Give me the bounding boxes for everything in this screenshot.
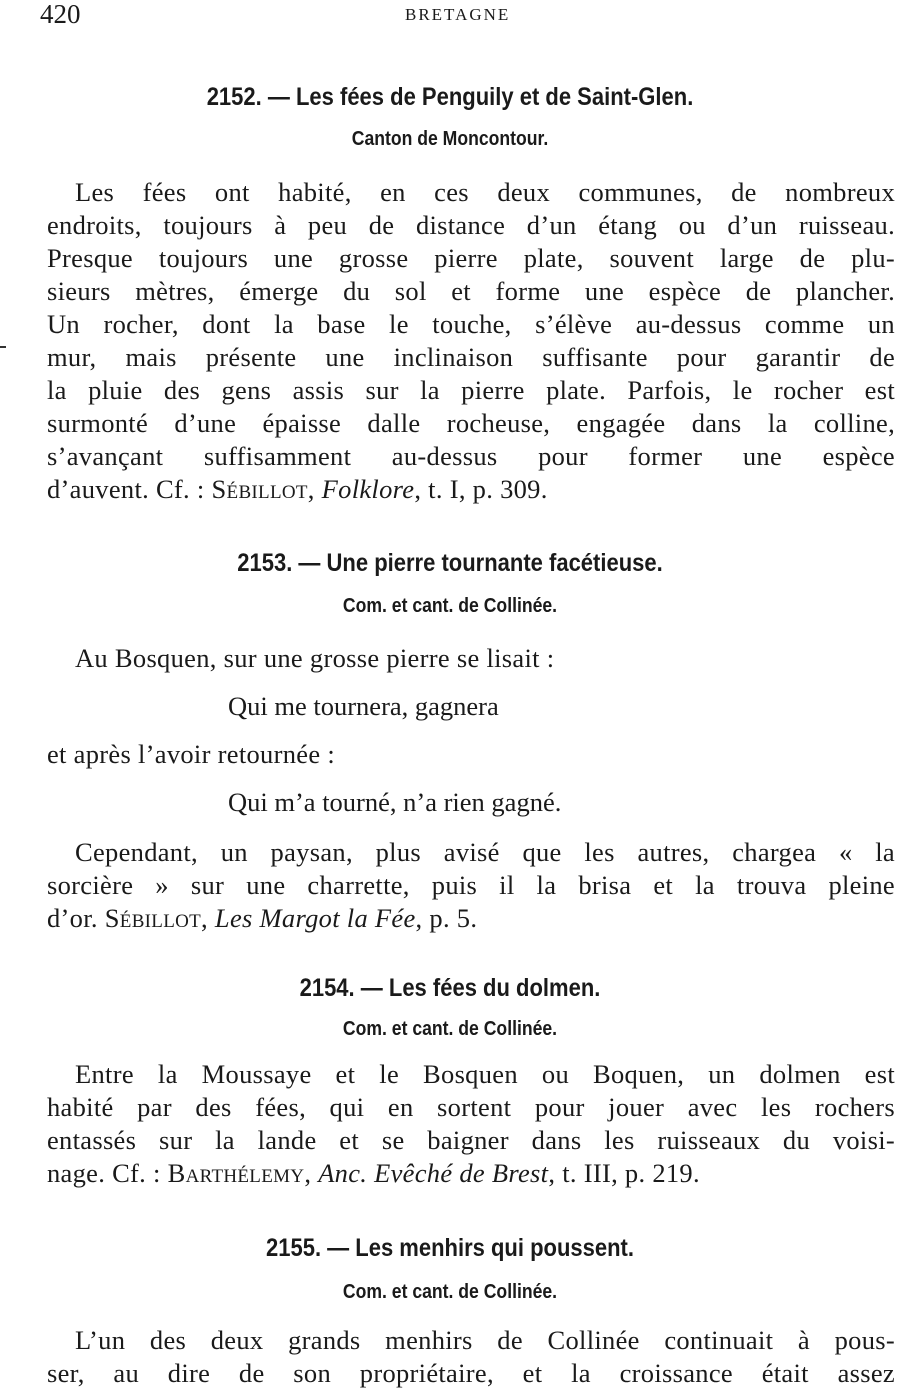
section-location-2152: Canton de Moncontour. bbox=[351, 128, 549, 150]
citation-prefix: d’auvent. Cf. : bbox=[47, 474, 212, 504]
text-line: Un rocher, dont la base le touche, s’élève au-dessus comme un bbox=[47, 309, 895, 339]
text-line: sorcière » sur une charrette, puis il la brisa et la trouva pleine bbox=[47, 870, 895, 900]
text-line: sieurs mètres, émerge du sol et forme une espèce de plancher. bbox=[47, 276, 895, 306]
citation-line bbox=[47, 473, 895, 506]
section-title-2154: 2154. — Les fées du dolmen. bbox=[299, 974, 601, 1002]
text-line: Cependant, un paysan, plus avisé que les autres, chargea « la bbox=[75, 837, 895, 867]
text-line: Au Bosquen, sur une grosse pierre se lisait : bbox=[75, 643, 555, 673]
paragraph-2154 bbox=[47, 1058, 895, 1190]
citation-author: Sébillot bbox=[211, 474, 308, 504]
paragraph-2152 bbox=[47, 176, 895, 506]
section-location-2155: Com. et cant. de Collinée. bbox=[342, 1281, 558, 1303]
text-line: s’avançant suffisamment au-dessus pour former une espèce bbox=[47, 441, 895, 471]
verse-line-1: Qui me tournera, gagnera bbox=[228, 691, 499, 721]
verse-line-2: Qui m’a tourné, n’a rien gagné. bbox=[228, 787, 562, 817]
text-line: Entre la Moussaye et le Bosquen ou Boquen, un dolmen est bbox=[75, 1059, 895, 1089]
page-number: 420 bbox=[40, 0, 81, 29]
text-line: Presque toujours une grosse pierre plate, souvent large de plu- bbox=[47, 243, 895, 273]
text-line: la pluie des gens assis sur la pierre plate. Parfois, le rocher est bbox=[47, 375, 895, 405]
paragraph-2153-middle bbox=[47, 738, 895, 771]
text-line: Les fées ont habité, en ces deux communes, de nombreux bbox=[75, 177, 895, 207]
citation-separator: , bbox=[304, 1158, 319, 1188]
text-line: habité par des fées, qui en sortent pour jouer avec les rochers bbox=[47, 1092, 895, 1122]
section-title-2152: 2152. — Les fées de Penguily et de Saint-Glen. bbox=[206, 83, 694, 111]
citation-work: Les Margot la Fée bbox=[214, 903, 416, 933]
section-location-2154: Com. et cant. de Collinée. bbox=[342, 1018, 558, 1040]
paragraph-2155 bbox=[47, 1324, 895, 1390]
citation-separator: , bbox=[307, 474, 322, 504]
text-line: surmonté d’une épaisse dalle rocheuse, engagée dans la colline, bbox=[47, 408, 895, 438]
section-title-2153: 2153. — Une pierre tournante facétieuse. bbox=[237, 549, 663, 577]
text-line: et après l’avoir retournée : bbox=[47, 739, 335, 769]
citation-work: Folklore bbox=[321, 474, 415, 504]
text-line: entassés sur la lande et se baigner dans les ruisseaux du voisi- bbox=[47, 1125, 895, 1155]
citation-prefix: nage. Cf. : bbox=[47, 1158, 168, 1188]
citation-separator: , bbox=[201, 903, 215, 933]
citation-suffix: , t. III, p. 219. bbox=[548, 1158, 700, 1188]
citation-work: Anc. Evêché de Brest bbox=[318, 1158, 549, 1188]
running-head bbox=[40, 0, 900, 30]
paragraph-2153-intro bbox=[47, 642, 895, 675]
paragraph-2153 bbox=[47, 836, 895, 935]
citation-suffix: , p. 5. bbox=[415, 903, 478, 933]
text-line: mur, mais présente une inclinaison suffisante pour garantir de bbox=[47, 342, 895, 372]
running-title: BRETAGNE bbox=[405, 5, 511, 24]
margin-mark bbox=[0, 346, 6, 348]
text-line: ser, au dire de son propriétaire, et la croissance était assez bbox=[47, 1358, 895, 1388]
citation-line bbox=[47, 902, 895, 935]
section-title-2155: 2155. — Les menhirs qui poussent. bbox=[265, 1234, 635, 1262]
section-location-2153: Com. et cant. de Collinée. bbox=[342, 595, 558, 617]
text-line: L’un des deux grands menhirs de Collinée continuait à pous- bbox=[75, 1325, 895, 1355]
citation-author: Barthélemy bbox=[167, 1158, 305, 1188]
citation-suffix: , t. I, p. 309. bbox=[414, 474, 548, 504]
citation-line bbox=[47, 1157, 895, 1190]
text-line: endroits, toujours à peu de distance d’un étang ou d’un ruisseau. bbox=[47, 210, 895, 240]
citation-author: Sébillot bbox=[104, 903, 202, 933]
citation-prefix: d’or. bbox=[47, 903, 105, 933]
